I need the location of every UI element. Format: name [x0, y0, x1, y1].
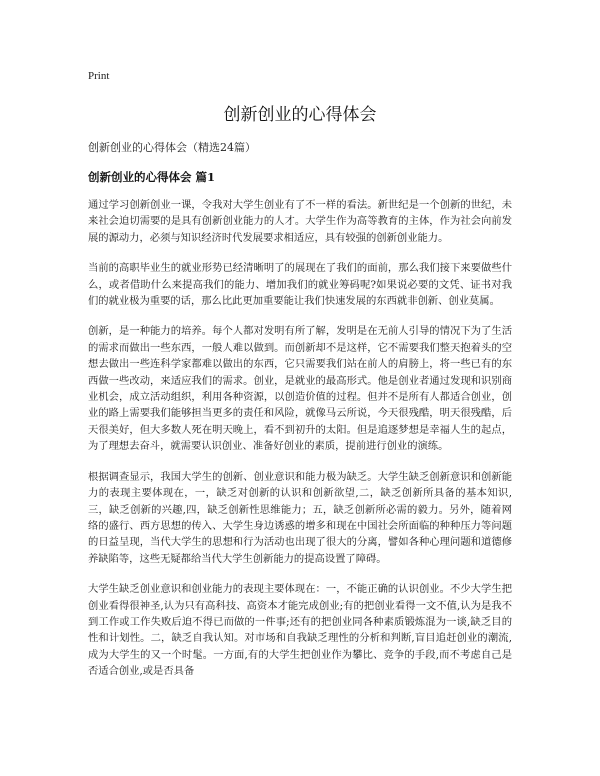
print-link[interactable]: Print — [88, 70, 110, 82]
document-subtitle: 创新创业的心得体会（精选24篇） — [88, 141, 256, 154]
page-title: 创新创业的心得体会 — [223, 105, 377, 125]
paragraph-1: 通过学习创新创业一课，令我对大学生创业有了不一样的看法。新世纪是一个创新的世纪，未来社会迫切需要的是具有创新创业能力的人才。大学生作为高等教育的主体，作为社会向前发展的源动力，必须与知识经济时代发展要求相适应，具有较强的创新创业能力。 — [88, 199, 512, 244]
section-heading: 创新创业的心得体会 篇1 — [88, 170, 216, 184]
paragraph-3: 创新，是一种能力的培养。每个人都对发明有所了解，发明是在无前人引导的情况下为了生活的需求而做出一些东西，一般人难以做到。而创新却不是这样，它不需要我们整天抱着头的空想去做出一些连科学家都难以做出的东西，它只需要我们站在前人的肩膀上，将一些已有的东西做一些改动，来适应我们的需求。创业，是就业的最高形式。他是创业者通过发现和识别商业机会，成立活动组织，利用各种资源，以创造价值的过程。但并不是所有人都适合创业，创业的路上需要我们能够担当更多的责任和风险，就像马云所说，今天很残酷，明天很残酷，后天很美好，但大多数人死在明天晚上，看不到初升的太阳。但是追逐梦想是幸福人生的起点，为了理想去奋斗，就需要认识创业、准备好创业的素质，提前进行创业的演练。 — [88, 325, 512, 453]
paragraph-5: 大学生缺乏创业意识和创业能力的表现主要体现在：一，不能正确的认识创业。不少大学生把创业看得很神圣,认为只有高科技、高资本才能完成创业;有的把创业看得一文不值,认为是我不到工作或工作失败后迫不得已而做的一件事;还有的把创业同各种素质锻炼混为一谈,缺乏目的性和计划性。二，缺乏自我认知。对市场和自我缺乏理性的分析和判断,盲目追赶创业的潮流,成为大学生的又一个时髦。一方面,有的大学生把创业作为攀比、竞争的手段,而不考虑自己是否适合创业,或是否具备 — [88, 583, 512, 678]
paragraph-4: 根据调查显示，我国大学生的创新、创业意识和能力极为缺乏。大学生缺乏创新意识和创新能力的表现主要体现在，一，缺乏对创新的认识和创新欲望,二，缺乏创新所具备的基本知识,三，缺乏创新的兴趣,四，缺乏创新性思维能力；五，缺乏创新所必需的毅力。另外，随着网络的盛行、西方思想的传入、大学生身边诱惑的增多和现在中国社会所面临的种种压力等问题的日益呈现，当代大学生的思想和行为活动也出现了很大的分离，譬如各种心理问题和道德修养缺陷等，这些无疑都给当代大学生创新能力的提高设置了障碍。 — [88, 470, 512, 565]
paragraph-2: 当前的高职毕业生的就业形势已经清晰明了的展现在了我们的面前，那么我们接下来要做些什么，或者借助什么来提高我们的能力、增加我们的就业筹码呢?如果说必要的文凭、证书对我们的就业极为重要的话，那么比此更加重要能让我们快速发展的东西就非创新、创业莫属。 — [88, 262, 512, 308]
